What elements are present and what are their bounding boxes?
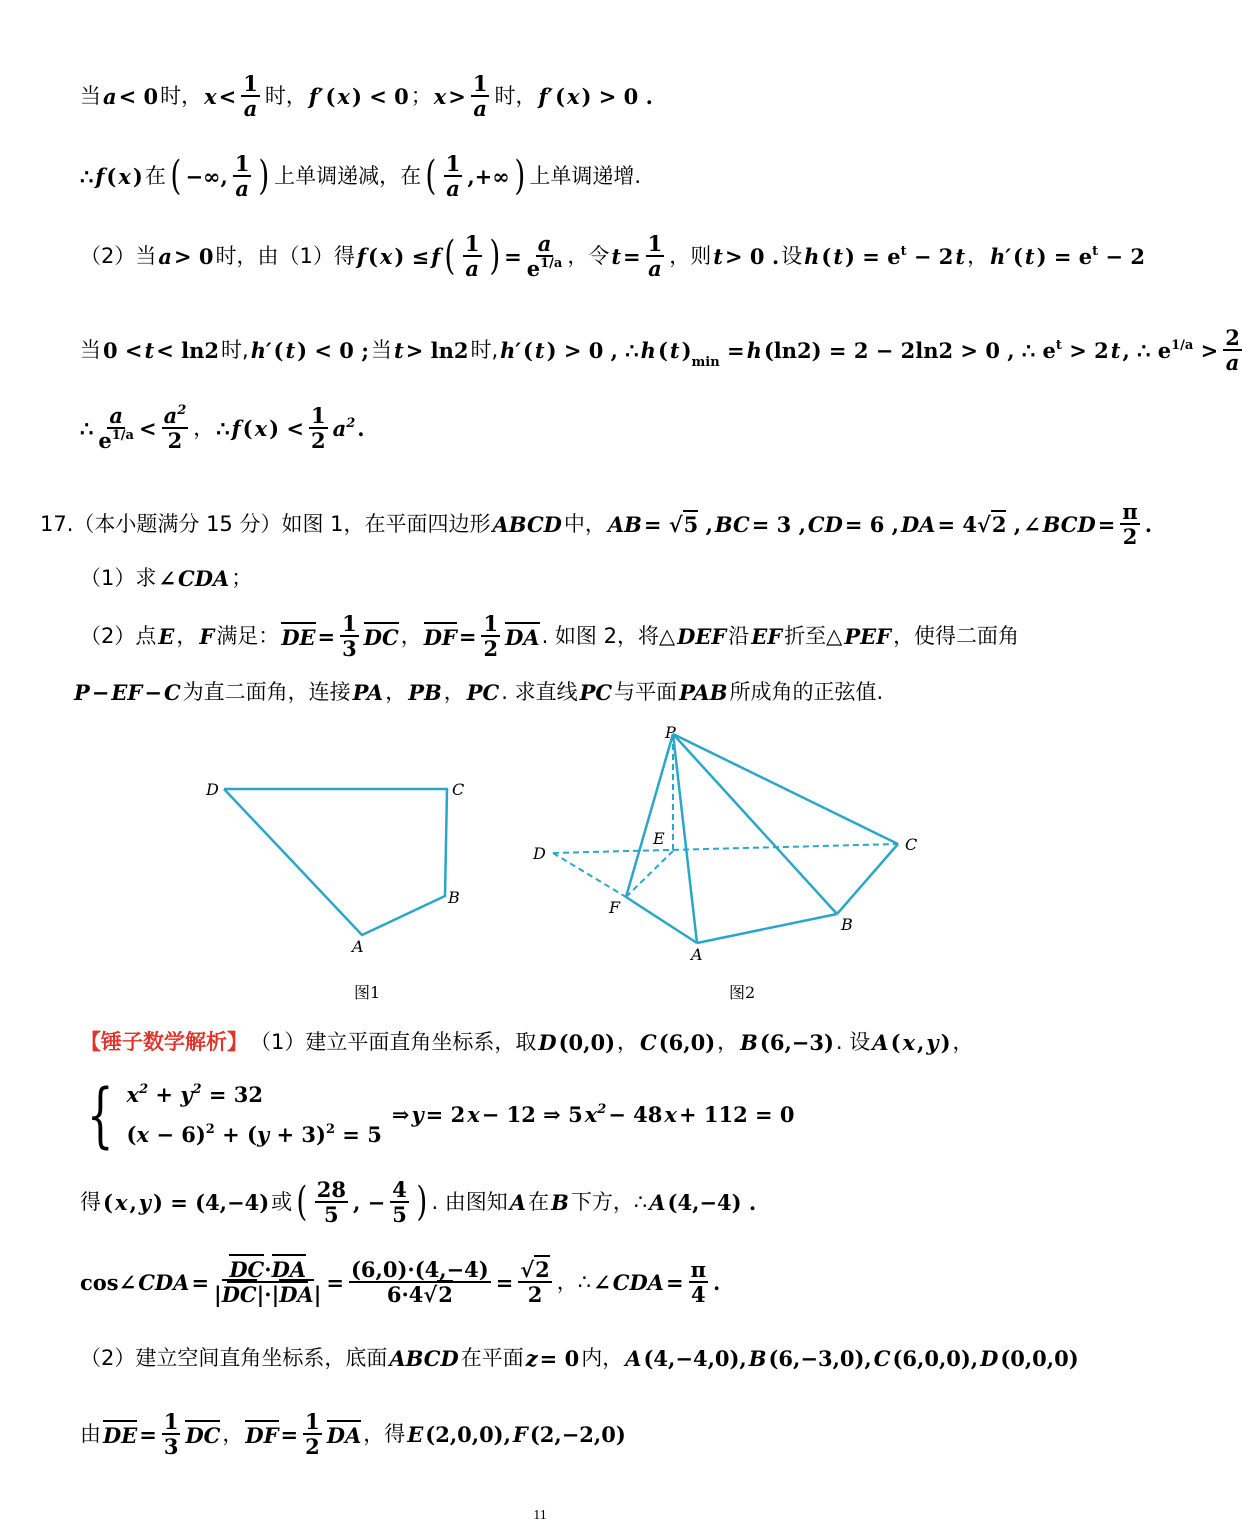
edge-pb	[673, 734, 837, 914]
solution-cos-cda: cos∠ CDA = $\frac{DC\cdot DA}{|DC|\cdot|DA|}$ = $\frac{(6,0)\cdot(4,-4)}{6\cdot 4√2}$ = $\frac{√2}{2}$ ，∴ ∠ CDA = $\frac{\pi}{4}$ .	[80, 1258, 720, 1306]
edge-dc-hidden	[553, 844, 898, 853]
label-b2: B	[841, 915, 853, 934]
quadrilateral-abcd	[224, 789, 447, 935]
label-b: B	[448, 888, 460, 907]
question-17-part-2a: （2）点 E ， F 满足： DE = $\frac{1}{3}$ DC ， DF = $\frac{1}{2}$ DA . 如图 2，将△ DEF 沿 EF 折至△ PEF ，使得二面角	[80, 611, 1020, 662]
label-f: F	[609, 898, 621, 917]
solution-label: 【锤子数学解析】	[80, 1030, 248, 1054]
label-e: E	[653, 829, 665, 848]
solution-line-3: （2）当 a > 0 时，由（1）得 f ( x ) ≤ f ( $\frac{1}{a}$ ) = $\frac{a}{e^{1/a}}$ ，令 t = $\frac{1}{a}$ ，则 t > 0 . 设 h ( t ) = $e^t - 2$ t ， h′ ( t ) = $e^t - 2$	[80, 231, 1145, 282]
label-p: P	[665, 723, 676, 742]
equation-system: { $x^2 + y^2 = 32$ $(x - 6)^2 + (y + 3)^2 = 5$ ⇒ y = 2 x − 12 ⇒ 5 $x^2$ − 48 x + 112 = 0	[86, 1074, 795, 1156]
edge-pf	[626, 734, 673, 897]
label-d2: D	[533, 844, 546, 863]
label-d: D	[206, 780, 219, 799]
edge-fa	[626, 897, 697, 943]
solution-line-1: 当 a < 0 时， x < $\frac{1}{a}$ 时， f′ ( x ) < 0 ； x > $\frac{1}{a}$ 时， f′ ( x ) > 0 .	[80, 71, 653, 122]
edge-bc	[837, 844, 898, 914]
page-number: 11	[533, 1508, 547, 1523]
solution-part-2-points-ef: 由 DE = $\frac{1}{3}$ DC ， DF = $\frac{1}{2}$ DA ，得 E (2,0,0), F (2,−2,0)	[80, 1409, 626, 1460]
solution-part-1-result: 得 ( x , y ) = (4,−4) 或 ( $\frac{28}{5}$ , − $\frac{4}{5}$ ) . 由图知 A 在 B 下方，∴ A (4,−4) .	[80, 1177, 757, 1228]
edge-ab	[697, 914, 837, 943]
edge-pc	[673, 734, 898, 844]
figure-2-caption: 图2	[729, 983, 756, 1002]
question-17-part-2b: P − EF − C 为直二面角，连接 PA ， PB ， PC . 求直线 PC 与平面 PAB 所成角的正弦值.	[74, 680, 884, 705]
solution-line-5: ∴ $\frac{a}{e^{1/a}}$ < $\frac{a^2}{2}$ ， ∴ f ( x ) < $\frac{1}{2}$ $a^2$ .	[80, 403, 365, 454]
label-c: C	[452, 780, 465, 799]
solution-part-1-intro: 【锤子数学解析】 （1）建立平面直角坐标系，取 D (0,0) ， C (6,0) ， B (6,−3) . 设 A ( x , y ) ，	[80, 1030, 974, 1055]
solution-part-2-coordinates: （2）建立空间直角坐标系，底面 ABCD 在平面 z = 0 内， A (4,−4,0), B (6,−3,0), C (6,0,0), D (0,0,0)	[80, 1346, 1079, 1371]
question-17-stem: 17.（本小题满分 15 分）如图 1，在平面四边形 ABCD 中， AB = √5 , BC = 3 , CD = 6 , DA = 4√2 , ∠ BCD = $\frac{\pi}{2}$ .	[40, 499, 1153, 550]
label-a2: A	[691, 945, 703, 964]
question-17-part-1: （1）求 ∠ CDA ；	[80, 566, 253, 591]
edge-df-hidden	[553, 853, 626, 897]
solution-line-4: 当 0 < t < ln2 时, h′ ( t ) < 0 ; 当 t > ln2 时, h′ ( t ) > 0 , ∴ h ( t )$_{min}$ = h (ln2) = 2 − 2ln2 > 0 , ∴ $e^t > 2$ t , ∴ $e^{1/a}$ > $\frac{2}{a}$	[80, 325, 1240, 376]
label-a: A	[352, 937, 364, 956]
figure-1-quadrilateral	[190, 770, 490, 1010]
label-c2: C	[905, 835, 918, 854]
figure-1-caption: 图1	[354, 983, 381, 1002]
edge-pa	[673, 734, 697, 943]
figure-2-pyramid	[525, 720, 925, 1010]
solution-line-2: ∴ f ( x ) 在 ( −∞, $\frac{1}{a}$ ) 上单调递减，在 ( $\frac{1}{a}$ ,+∞ ) 上单调递增.	[80, 151, 642, 202]
